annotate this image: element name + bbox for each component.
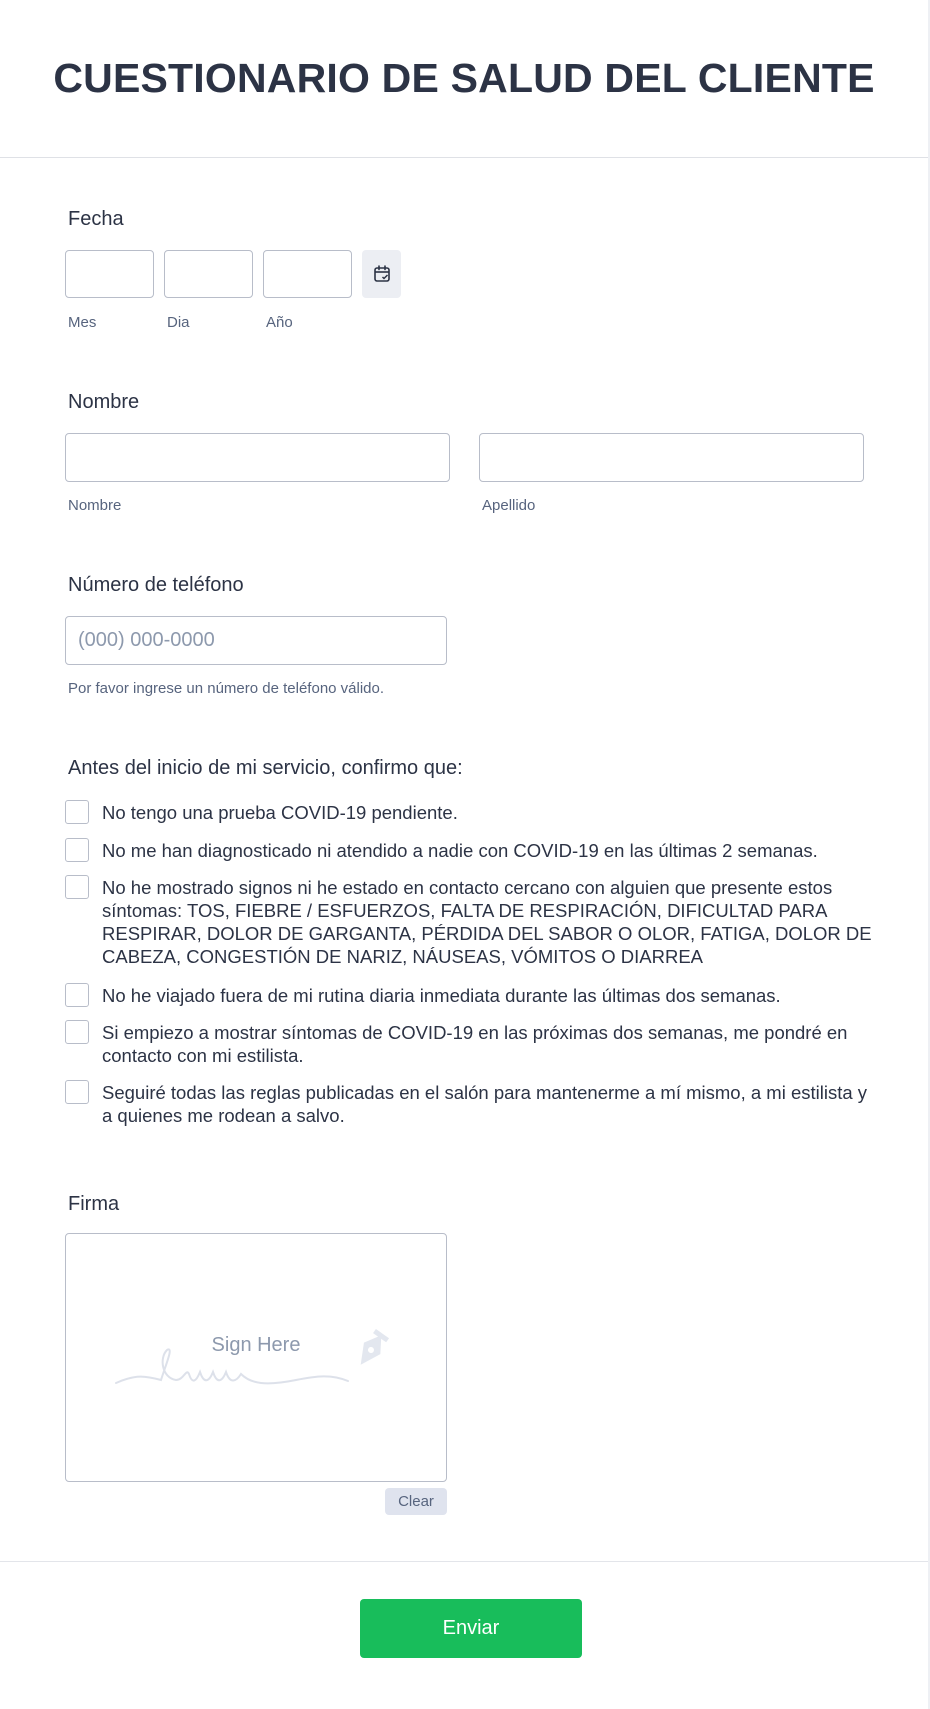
- month-input[interactable]: [65, 250, 154, 298]
- calendar-button[interactable]: [362, 250, 401, 298]
- day-sublabel: Dia: [167, 314, 190, 331]
- phone-input[interactable]: [65, 616, 447, 665]
- form-title: CUESTIONARIO DE SALUD DEL CLIENTE: [53, 55, 875, 101]
- checkbox-option-3[interactable]: [65, 875, 89, 899]
- first-name-input[interactable]: [65, 433, 450, 482]
- signature-pad[interactable]: [65, 1233, 447, 1482]
- form-header: [0, 0, 928, 158]
- signature-hint: Sign Here: [211, 1334, 301, 1356]
- month-sublabel: Mes: [68, 314, 97, 331]
- confirm-label: Antes del inicio de mi servicio, confirmo que:: [68, 757, 463, 779]
- year-sublabel: Año: [266, 314, 293, 331]
- option-label-6: Seguiré todas las reglas publicadas en el salón para mantenerme a mí mismo, a mi estilista y a quienes me rodean a salvo.: [102, 1082, 868, 1126]
- phone-label: Número de teléfono: [68, 574, 244, 596]
- checkbox-option-2[interactable]: [65, 838, 89, 862]
- calendar-icon: [373, 265, 391, 283]
- checkbox-option-5[interactable]: [65, 1020, 89, 1044]
- option-label-5: Si empiezo a mostrar síntomas de COVID-19 en las próximas dos semanas, me pondré en contacto con mi estilista.: [102, 1022, 848, 1066]
- option-label-1: No tengo una prueba COVID-19 pendiente.: [102, 802, 458, 823]
- last-name-input[interactable]: [479, 433, 864, 482]
- first-name-sublabel: Nombre: [68, 497, 122, 514]
- name-label: Nombre: [68, 391, 140, 413]
- checkbox-option-1[interactable]: [65, 800, 89, 824]
- day-input[interactable]: [164, 250, 253, 298]
- footer-divider: [0, 1561, 928, 1562]
- checkbox-option-4[interactable]: [65, 983, 89, 1007]
- option-label-2: No me han diagnosticado ni atendido a nadie con COVID-19 en las últimas 2 semanas.: [102, 840, 818, 861]
- signature-label: Firma: [68, 1193, 120, 1215]
- option-label-3: No he mostrado signos ni he estado en contacto cercano con alguien que presente estos síntomas: TOS, FIEBRE / ESFUERZOS, FALTA DE RESPIRACIÓN, DIFICULTAD PARA RESPIRAR, DOLOR DE GARGANTA, PÉRDIDA DEL SABOR O OLOR, FATIGA, DOLOR DE CABEZA, CONGESTIÓN DE NARIZ, NÁUSEAS, VÓMITOS O DIARREA: [102, 877, 872, 967]
- pen-nib-icon: [349, 1328, 393, 1372]
- year-input[interactable]: [263, 250, 352, 298]
- phone-sublabel: Por favor ingrese un número de teléfono válido.: [68, 680, 385, 697]
- option-label-4: No he viajado fuera de mi rutina diaria inmediata durante las últimas dos semanas.: [102, 985, 781, 1006]
- submit-button[interactable]: Enviar: [360, 1599, 582, 1658]
- date-label: Fecha: [68, 208, 124, 230]
- clear-signature-button[interactable]: Clear: [385, 1488, 447, 1515]
- checkbox-option-6[interactable]: [65, 1080, 89, 1104]
- last-name-sublabel: Apellido: [482, 497, 536, 514]
